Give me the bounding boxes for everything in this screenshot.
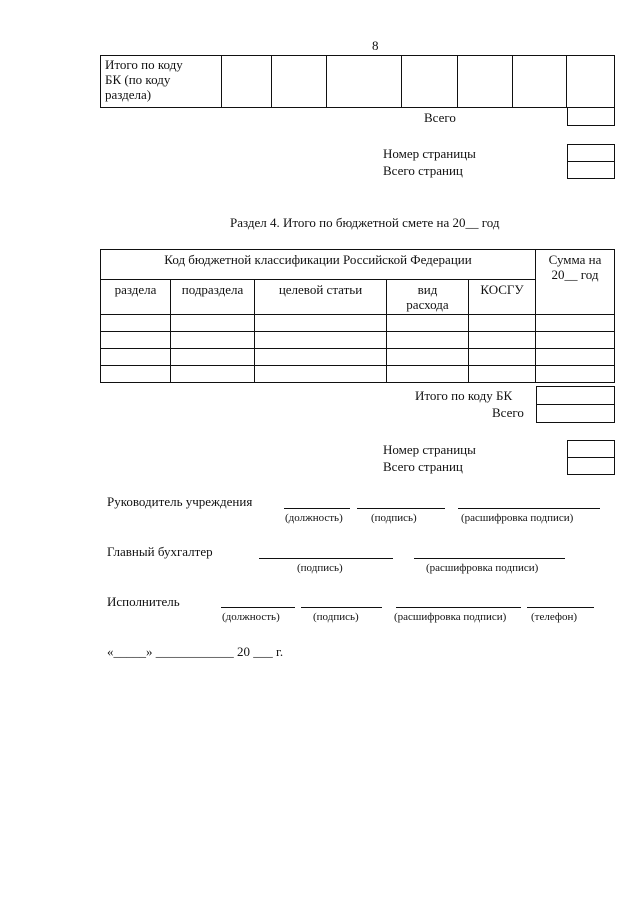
head-hint-signature: (подпись) [371, 512, 417, 524]
total-bk-label: Итого по коду БК [415, 388, 513, 403]
top-row-label: Итого по коду БК (по коду раздела) [101, 56, 222, 108]
table-row [101, 366, 615, 383]
table-cell [326, 56, 401, 108]
total-pages-cell-bottom [567, 457, 615, 475]
table-cell [222, 56, 272, 108]
executor-decoding-line [396, 607, 521, 608]
section4-total-cell [536, 404, 615, 423]
section4-table [100, 249, 615, 383]
total-pages-label: Всего страниц [383, 163, 463, 178]
table-row [101, 332, 615, 349]
executor-hint-position: (должность) [222, 611, 280, 623]
table-cell [457, 56, 513, 108]
executor-label: Исполнитель [107, 594, 180, 609]
head-decoding-line [458, 508, 600, 509]
total-bk-cell [536, 386, 615, 405]
executor-hint-signature: (подпись) [313, 611, 359, 623]
page-number-cell-bottom [567, 440, 615, 458]
accountant-hint-signature: (подпись) [297, 562, 343, 574]
head-hint-decoding: (расшифровка подписи) [461, 512, 574, 524]
table-cell [402, 56, 458, 108]
col-podrazdela: подраздела [171, 280, 255, 315]
table-row [101, 349, 615, 366]
accountant-label: Главный бухгалтер [107, 544, 213, 559]
table-cell [567, 56, 615, 108]
header-bk-code: Код бюджетной классификации Российской Федерации [101, 250, 536, 280]
table-row [101, 315, 615, 332]
section4-total-label: Всего [492, 405, 524, 420]
head-label: Руководитель учреждения [107, 494, 253, 509]
col-kosgu: КОСГУ [469, 280, 536, 315]
table-cell [513, 56, 567, 108]
page-number-label-bottom: Номер страницы [383, 442, 476, 457]
accountant-signature-line [259, 558, 393, 559]
header-sum: Сумма на 20__ год [536, 250, 615, 315]
section4-title: Раздел 4. Итого по бюджетной смете на 20__ год [230, 215, 500, 230]
executor-phone-line [527, 607, 594, 608]
top-summary-table [100, 55, 615, 108]
accountant-hint-decoding: (расшифровка подписи) [426, 562, 539, 574]
date-line: «_____» ____________ 20 ___ г. [107, 644, 284, 659]
executor-signature-line [301, 607, 382, 608]
head-position-line [284, 508, 350, 509]
col-razdela: раздела [101, 280, 171, 315]
head-signature-line [357, 508, 445, 509]
col-expense-type: вид расхода [387, 280, 469, 315]
top-total-cell [567, 107, 615, 126]
total-pages-label-bottom: Всего страниц [383, 459, 463, 474]
total-pages-cell [567, 161, 615, 179]
executor-hint-phone: (телефон) [531, 611, 578, 623]
page-number: 8 [372, 38, 379, 53]
page-number-label: Номер страницы [383, 146, 476, 161]
table-cell [272, 56, 327, 108]
top-total-label: Всего [424, 110, 456, 125]
executor-position-line [221, 607, 295, 608]
executor-hint-decoding: (расшифровка подписи) [394, 611, 507, 623]
col-target: целевой статьи [255, 280, 387, 315]
head-hint-position: (должность) [285, 512, 343, 524]
accountant-decoding-line [414, 558, 565, 559]
page-number-cell [567, 144, 615, 162]
